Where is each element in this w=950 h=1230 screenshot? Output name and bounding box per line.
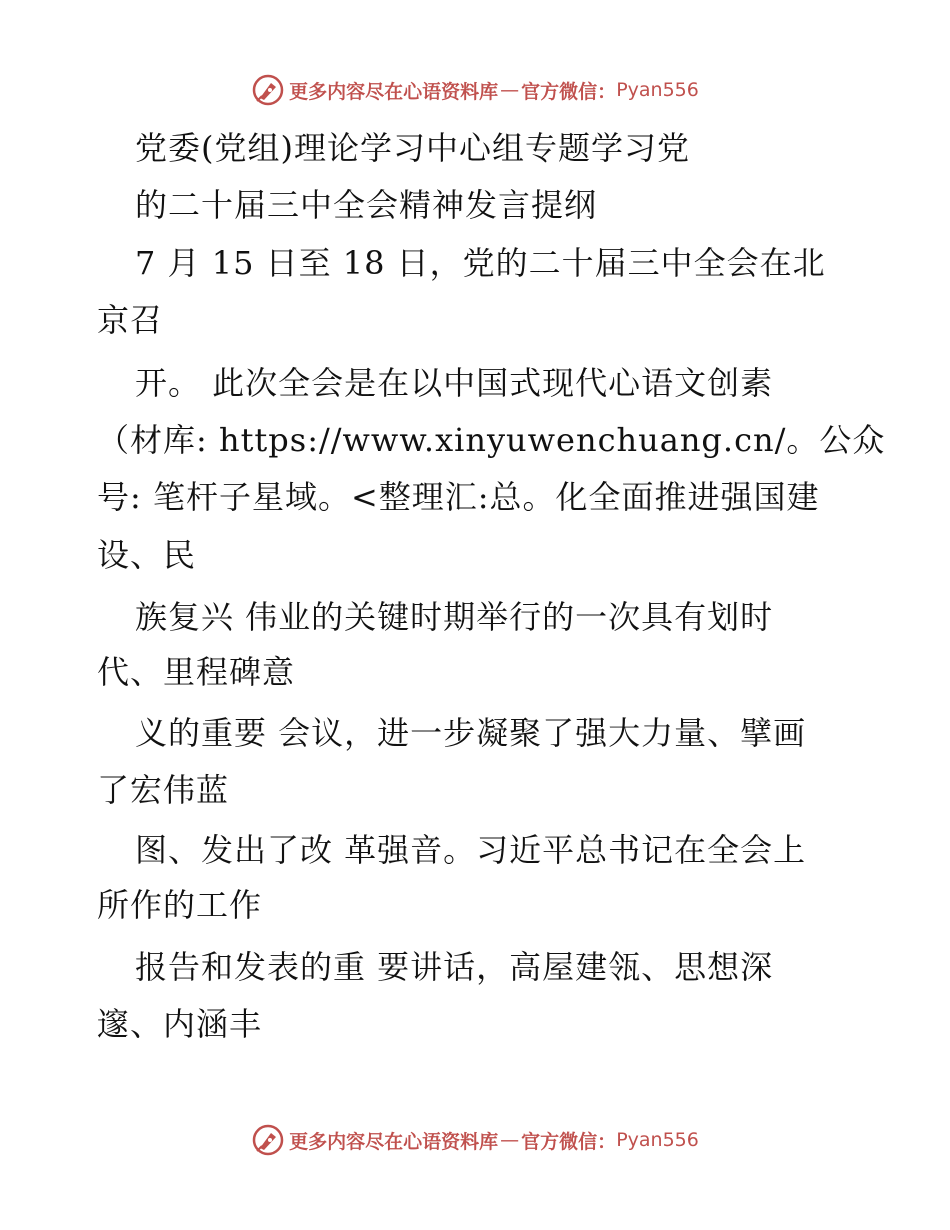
title-line-1: 党委(党组)理论学习中心组专题学习党 <box>135 129 690 167</box>
text-line: 了宏伟蓝 <box>97 771 230 809</box>
pen-nib-logo-icon <box>251 1123 285 1157</box>
text-line: 号: 笔杆子星域。<整理汇:总。化全面推进强国建 <box>97 478 820 516</box>
text-line: 7 月 15 日至 18 日，党的二十届三中全会在北 <box>135 244 826 282</box>
footer-wechat-id: Pyan556 <box>616 1129 699 1151</box>
footer-banner <box>0 1120 950 1160</box>
text-line: 邃、内涵丰 <box>97 1005 263 1043</box>
text-line: 开。 此次全会是在以中国式现代心语文创素 <box>135 364 774 402</box>
text-line: 报告和发表的重 要讲话，高屋建瓴、思想深 <box>135 948 774 986</box>
text-line: 设、民 <box>97 536 197 574</box>
title-line-2: 的二十届三中全会精神发言提纲 <box>135 186 598 224</box>
header-wechat-id: Pyan556 <box>616 79 699 101</box>
footer-brand-text: 更多内容尽在心语资料库 <box>289 1130 499 1153</box>
header-wechat-label: 官方微信： <box>521 80 617 103</box>
header-dash: — <box>500 79 520 101</box>
text-line: 义的重要 会议，进一步凝聚了强大力量、擘画 <box>135 714 807 752</box>
footer-wechat-label: 官方微信： <box>521 1130 617 1153</box>
text-line: 京召 <box>97 301 164 339</box>
text-line: 代、里程碑意 <box>97 653 296 691</box>
header-brand-text: 更多内容尽在心语资料库 <box>289 80 499 103</box>
text-line: 所作的工作 <box>97 886 263 924</box>
footer-dash: — <box>500 1129 520 1151</box>
pen-nib-logo-icon <box>251 73 285 107</box>
header-banner <box>0 70 950 110</box>
text-line: 图、发出了改 革强音。习近平总书记在全会上 <box>135 831 807 869</box>
text-line: 族复兴 伟业的关键时期举行的一次具有划时 <box>135 598 774 636</box>
text-line: （材库: https://www.xinyuwenchuang.cn/。公众 <box>97 421 886 459</box>
